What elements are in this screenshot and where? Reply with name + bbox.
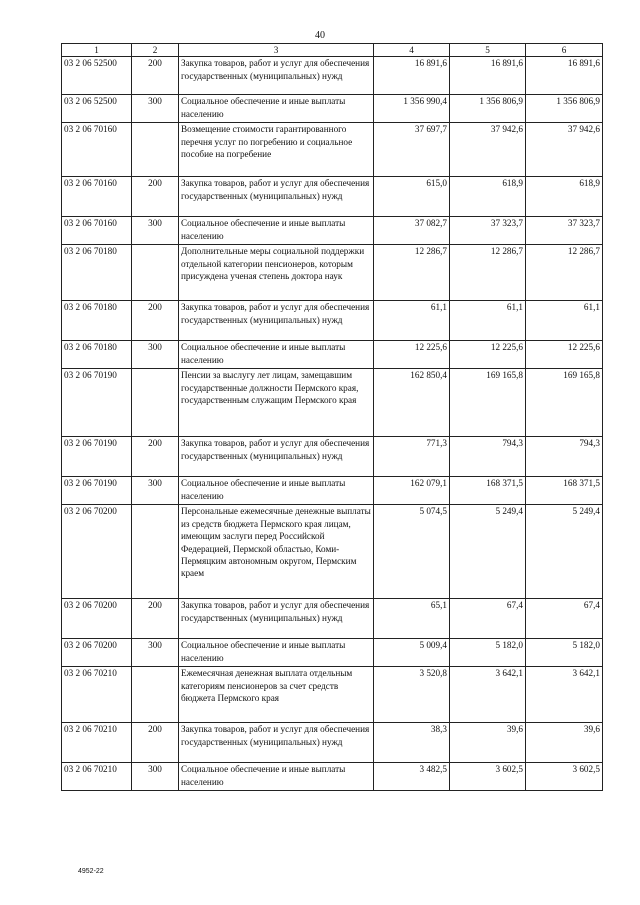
table-row: [62, 95, 603, 123]
cell-amount-col5: 12 225,6: [450, 341, 526, 369]
table-row: [62, 217, 603, 245]
header-col-2: 2: [132, 44, 179, 57]
cell-description: Закупка товаров, работ и услуг для обеспечения государственных (муниципальных) нужд: [179, 57, 374, 95]
page-number: 40: [315, 30, 325, 41]
cell-amount-col4: 37 082,7: [374, 217, 450, 245]
header-col-3: 3: [179, 44, 374, 57]
header-col-6: 6: [526, 44, 603, 57]
cell-amount-col4: 12 286,7: [374, 245, 450, 301]
cell-description: Социальное обеспечение и иные выплаты населению: [179, 341, 374, 369]
cell-amount-col4: 162 850,4: [374, 369, 450, 437]
cell-target-code: 03 2 06 70200: [62, 599, 132, 639]
cell-amount-col6: 169 165,8: [526, 369, 603, 437]
cell-expense-group: 300: [132, 217, 179, 245]
cell-target-code: 03 2 06 52500: [62, 57, 132, 95]
cell-amount-col6: 794,3: [526, 437, 603, 477]
cell-amount-col6: 61,1: [526, 301, 603, 341]
cell-amount-col6: 1 356 806,9: [526, 95, 603, 123]
budget-table: [61, 43, 603, 791]
cell-amount-col5: 37 942,6: [450, 123, 526, 177]
cell-amount-col5: 12 286,7: [450, 245, 526, 301]
header-col-4: 4: [374, 44, 450, 57]
table-header-row: [62, 44, 603, 57]
cell-expense-group: 200: [132, 723, 179, 763]
cell-expense-group: [132, 123, 179, 177]
cell-amount-col4: 162 079,1: [374, 477, 450, 505]
cell-description: Персональные ежемесячные денежные выплаты из средств бюджета Пермского края лицам, имеющим заслуги перед Российской Федерацией, Пермской областью, Коми-Пермяцким автономным округом, Пермским краем: [179, 505, 374, 599]
cell-amount-col4: 5 009,4: [374, 639, 450, 667]
cell-description: Социальное обеспечение и иные выплаты населению: [179, 763, 374, 791]
cell-amount-col4: 3 520,8: [374, 667, 450, 723]
header-col-5: 5: [450, 44, 526, 57]
cell-amount-col5: 5 182,0: [450, 639, 526, 667]
cell-amount-col4: 37 697,7: [374, 123, 450, 177]
table-row: [62, 477, 603, 505]
cell-amount-col6: 37 323,7: [526, 217, 603, 245]
cell-description: Закупка товаров, работ и услуг для обеспечения государственных (муниципальных) нужд: [179, 723, 374, 763]
cell-expense-group: [132, 369, 179, 437]
cell-description: Ежемесячная денежная выплата отдельным категориям пенсионеров за счет средств бюджета Пермского края: [179, 667, 374, 723]
cell-target-code: 03 2 06 70190: [62, 477, 132, 505]
cell-amount-col4: 5 074,5: [374, 505, 450, 599]
cell-amount-col5: 37 323,7: [450, 217, 526, 245]
table-row: [62, 599, 603, 639]
cell-amount-col4: 615,0: [374, 177, 450, 217]
cell-expense-group: 300: [132, 763, 179, 791]
cell-description: Социальное обеспечение и иные выплаты населению: [179, 217, 374, 245]
cell-amount-col6: 16 891,6: [526, 57, 603, 95]
header-col-1: 1: [62, 44, 132, 57]
cell-expense-group: 200: [132, 177, 179, 217]
table-row: [62, 505, 603, 599]
cell-expense-group: 200: [132, 57, 179, 95]
cell-amount-col6: 12 286,7: [526, 245, 603, 301]
cell-expense-group: [132, 505, 179, 599]
cell-amount-col4: 61,1: [374, 301, 450, 341]
cell-amount-col6: 37 942,6: [526, 123, 603, 177]
cell-target-code: 03 2 06 70180: [62, 301, 132, 341]
cell-description: Социальное обеспечение и иные выплаты населению: [179, 477, 374, 505]
table-row: [62, 245, 603, 301]
table-row: [62, 437, 603, 477]
cell-amount-col5: 1 356 806,9: [450, 95, 526, 123]
cell-amount-col4: 1 356 990,4: [374, 95, 450, 123]
cell-target-code: 03 2 06 70210: [62, 667, 132, 723]
cell-amount-col4: 3 482,5: [374, 763, 450, 791]
cell-amount-col5: 67,4: [450, 599, 526, 639]
cell-description: Дополнительные меры социальной поддержки отдельной категории пенсионеров, которым присуждена ученая степень доктора наук: [179, 245, 374, 301]
table-row: [62, 341, 603, 369]
cell-amount-col6: 5 249,4: [526, 505, 603, 599]
cell-amount-col6: 5 182,0: [526, 639, 603, 667]
table-row: [62, 177, 603, 217]
table-row: [62, 667, 603, 723]
table-row: [62, 57, 603, 95]
cell-amount-col6: 3 642,1: [526, 667, 603, 723]
cell-description: Пенсии за выслугу лет лицам, замещавшим государственные должности Пермского края, государственным служащим Пермского края: [179, 369, 374, 437]
cell-amount-col6: 39,6: [526, 723, 603, 763]
cell-amount-col5: 618,9: [450, 177, 526, 217]
cell-amount-col5: 169 165,8: [450, 369, 526, 437]
cell-amount-col5: 3 602,5: [450, 763, 526, 791]
cell-description: Закупка товаров, работ и услуг для обеспечения государственных (муниципальных) нужд: [179, 437, 374, 477]
cell-target-code: 03 2 06 70180: [62, 245, 132, 301]
cell-amount-col6: 168 371,5: [526, 477, 603, 505]
cell-target-code: 03 2 06 52500: [62, 95, 132, 123]
cell-target-code: 03 2 06 70190: [62, 437, 132, 477]
cell-target-code: 03 2 06 70160: [62, 177, 132, 217]
cell-description: Социальное обеспечение и иные выплаты населению: [179, 95, 374, 123]
cell-amount-col5: 61,1: [450, 301, 526, 341]
cell-expense-group: 200: [132, 437, 179, 477]
table-row: [62, 369, 603, 437]
cell-description: Возмещение стоимости гарантированного перечня услуг по погребению и социальное пособие на погребение: [179, 123, 374, 177]
cell-amount-col5: 16 891,6: [450, 57, 526, 95]
cell-amount-col6: 12 225,6: [526, 341, 603, 369]
table-row: [62, 301, 603, 341]
cell-amount-col4: 12 225,6: [374, 341, 450, 369]
table-row: [62, 123, 603, 177]
cell-description: Социальное обеспечение и иные выплаты населению: [179, 639, 374, 667]
cell-amount-col5: 794,3: [450, 437, 526, 477]
cell-target-code: 03 2 06 70210: [62, 763, 132, 791]
cell-amount-col6: 618,9: [526, 177, 603, 217]
cell-expense-group: 300: [132, 341, 179, 369]
cell-target-code: 03 2 06 70160: [62, 123, 132, 177]
cell-amount-col4: 771,3: [374, 437, 450, 477]
cell-amount-col4: 65,1: [374, 599, 450, 639]
cell-amount-col4: 16 891,6: [374, 57, 450, 95]
cell-amount-col5: 39,6: [450, 723, 526, 763]
cell-target-code: 03 2 06 70200: [62, 505, 132, 599]
cell-target-code: 03 2 06 70190: [62, 369, 132, 437]
cell-expense-group: 300: [132, 95, 179, 123]
cell-expense-group: 200: [132, 301, 179, 341]
cell-amount-col5: 3 642,1: [450, 667, 526, 723]
cell-target-code: 03 2 06 70180: [62, 341, 132, 369]
cell-expense-group: 300: [132, 477, 179, 505]
cell-description: Закупка товаров, работ и услуг для обеспечения государственных (муниципальных) нужд: [179, 599, 374, 639]
cell-amount-col5: 5 249,4: [450, 505, 526, 599]
cell-amount-col6: 3 602,5: [526, 763, 603, 791]
cell-description: Закупка товаров, работ и услуг для обеспечения государственных (муниципальных) нужд: [179, 177, 374, 217]
cell-expense-group: 300: [132, 639, 179, 667]
cell-target-code: 03 2 06 70160: [62, 217, 132, 245]
cell-target-code: 03 2 06 70210: [62, 723, 132, 763]
footer-document-code: 4952-22: [78, 868, 104, 875]
cell-amount-col6: 67,4: [526, 599, 603, 639]
cell-expense-group: [132, 245, 179, 301]
cell-expense-group: 200: [132, 599, 179, 639]
cell-description: Закупка товаров, работ и услуг для обеспечения государственных (муниципальных) нужд: [179, 301, 374, 341]
cell-amount-col5: 168 371,5: [450, 477, 526, 505]
table-row: [62, 723, 603, 763]
table-row: [62, 639, 603, 667]
cell-target-code: 03 2 06 70200: [62, 639, 132, 667]
table-row: [62, 763, 603, 791]
cell-amount-col4: 38,3: [374, 723, 450, 763]
cell-expense-group: [132, 667, 179, 723]
